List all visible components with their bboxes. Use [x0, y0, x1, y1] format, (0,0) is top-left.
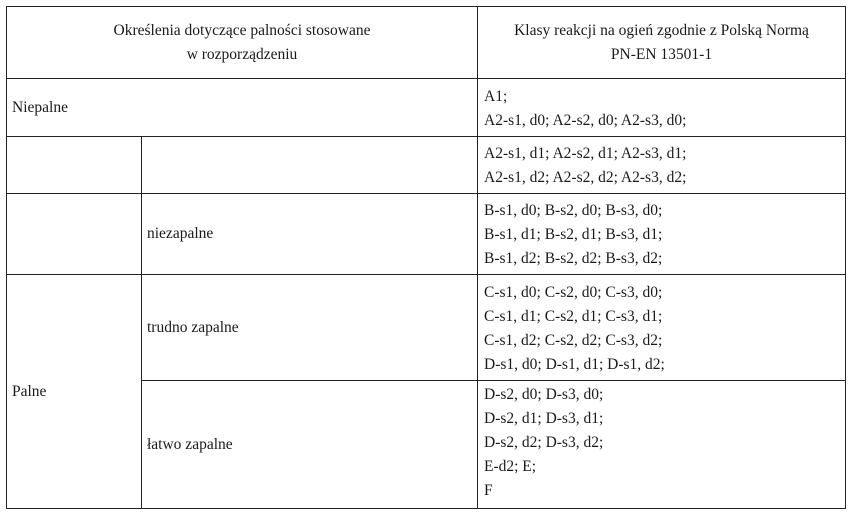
trudno-label: trudno zapalne	[147, 318, 239, 336]
class-line: A2-s1, d0; A2-s2, d0; A2-s3, d0;	[484, 112, 687, 129]
palne-label: Palne	[12, 382, 47, 400]
niepalne-label: Niepalne	[12, 98, 68, 116]
class-line: C-s1, d1; C-s2, d1; C-s3, d1;	[484, 308, 663, 325]
class-line: B-s1, d1; B-s2, d1; B-s3, d1;	[484, 226, 663, 243]
class-line: C-s1, d2; C-s2, d2; C-s3, d2;	[484, 332, 663, 349]
class-line: A2-s1, d2; A2-s2, d2; A2-s3, d2;	[484, 169, 687, 186]
class-line: D-s1, d0; D-s1, d1; D-s1, d2;	[484, 356, 665, 373]
latwo-classes-cell	[484, 383, 840, 503]
class-line: A2-s1, d1; A2-s2, d1; A2-s3, d1;	[484, 145, 687, 162]
row2-classes-cell	[484, 142, 840, 190]
header-left-line1: Określenia dotyczące palności stosowane	[113, 21, 371, 39]
class-line: B-s1, d2; B-s2, d2; B-s3, d2;	[484, 250, 663, 267]
class-line: E-d2; E;	[484, 458, 537, 475]
column-divider-main	[477, 6, 478, 509]
table-border-left	[6, 6, 7, 509]
class-line: A1;	[484, 88, 508, 105]
class-line: D-s2, d2; D-s3, d2;	[484, 434, 604, 451]
latwo-label-cell	[147, 381, 472, 508]
header-left-line2: w rozporządzeniu	[186, 45, 298, 63]
niepalne-label-cell	[12, 79, 472, 136]
latwo-label: łatwo zapalne	[147, 435, 233, 453]
trudno-label-cell	[147, 275, 472, 380]
class-line: F	[484, 482, 493, 499]
class-line: D-s2, d1; D-s3, d1;	[484, 410, 604, 427]
niezapalne-classes-cell	[484, 199, 840, 271]
palne-label-cell	[12, 275, 140, 508]
table-border-bottom	[6, 508, 845, 509]
niepalne-classes-cell	[484, 85, 840, 133]
header-left-cell	[7, 7, 477, 78]
row-divider	[6, 136, 845, 137]
trudno-classes-cell	[484, 281, 840, 377]
header-right-cell	[478, 7, 845, 78]
class-line: C-s1, d0; C-s2, d0; C-s3, d0;	[484, 284, 663, 301]
header-right-line1: Klasy reakcji na ogień zgodnie z Polską Normą	[514, 21, 809, 39]
table-border-right	[845, 6, 846, 509]
class-line: D-s2, d0; D-s3, d0;	[484, 386, 604, 403]
class-line: B-s1, d0; B-s2, d0; B-s3, d0;	[484, 202, 663, 219]
niezapalne-label: niezapalne	[147, 225, 214, 242]
header-right-line2: PN-EN 13501-1	[610, 45, 713, 63]
niezapalne-label-cell	[147, 194, 472, 274]
column-divider-sub	[141, 136, 142, 509]
